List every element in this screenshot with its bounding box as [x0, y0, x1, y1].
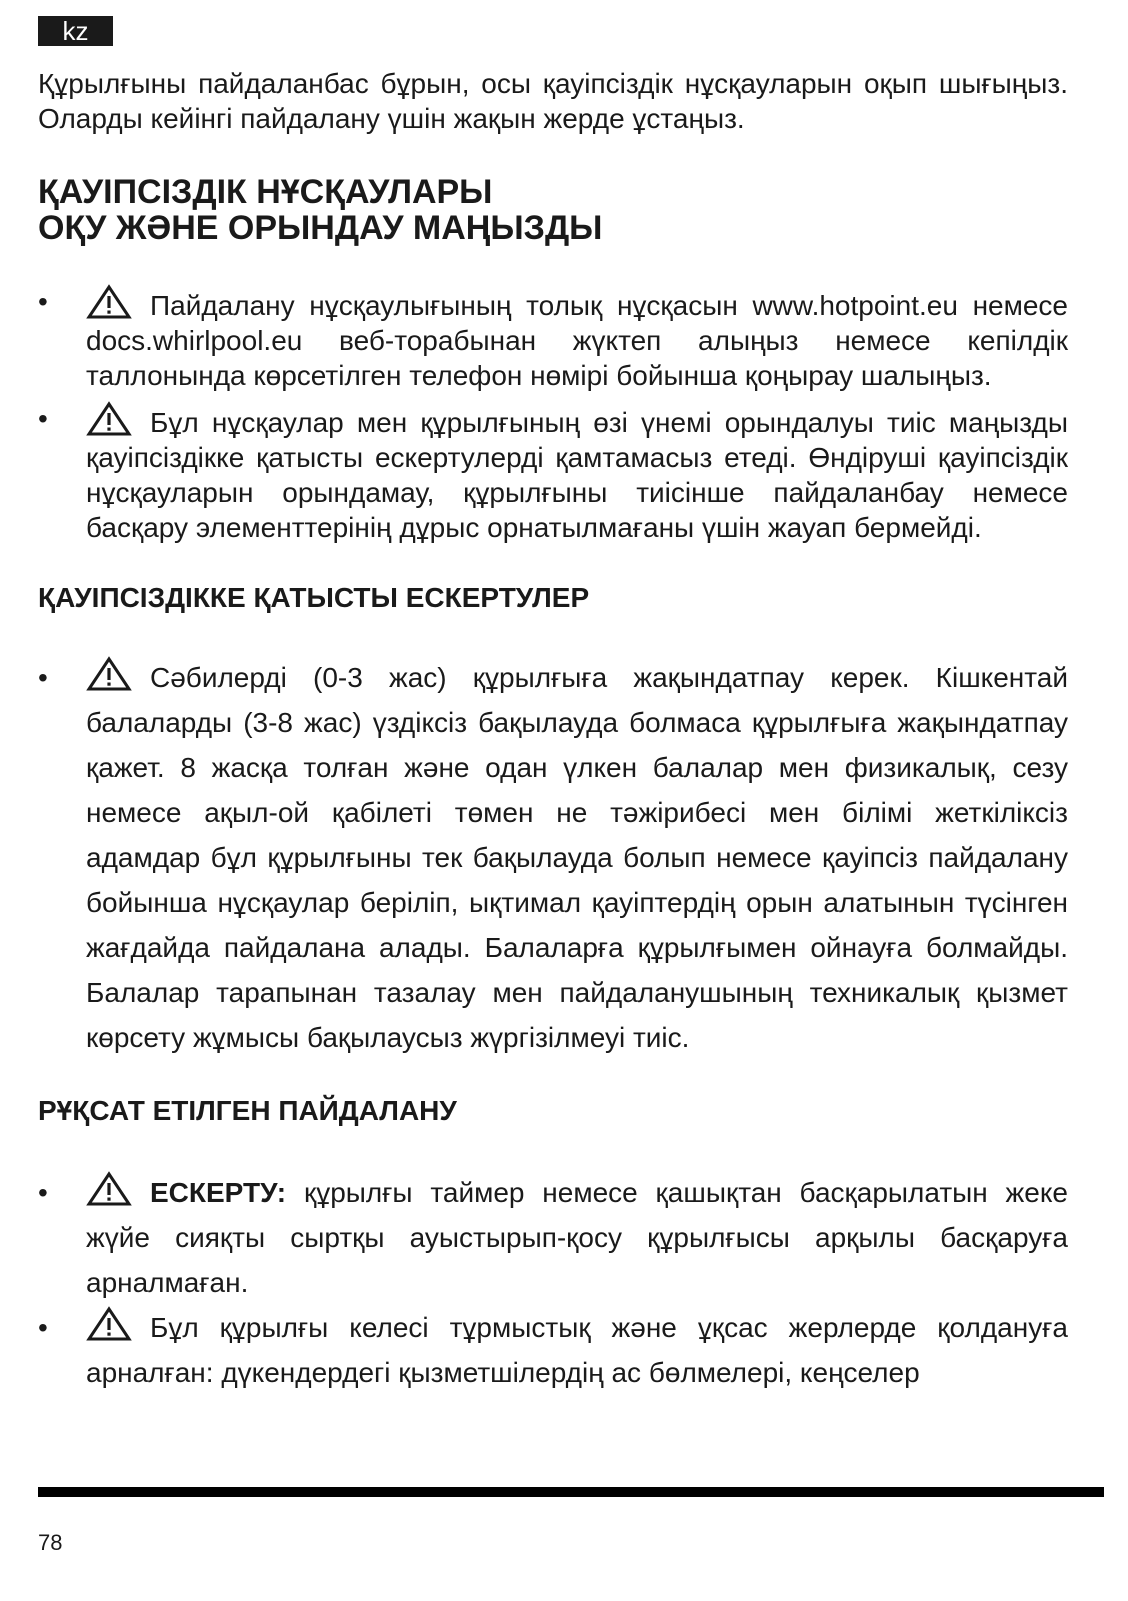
intro-bullet-list [38, 284, 1068, 545]
warning-triangle-icon [86, 1306, 132, 1342]
main-title-line-2: ОҚУ ЖӘНЕ ОРЫНДАУ МАҢЫЗДЫ [38, 209, 603, 247]
safety-bullet-list [38, 655, 1068, 1060]
list-item [38, 401, 1068, 545]
warning-triangle-icon [86, 1171, 132, 1207]
language-tag: kz [38, 16, 113, 46]
permitted-use-bullet-list [38, 1170, 1068, 1395]
bullet-text: Бұл құрылғы келесі тұрмыстық және ұқсас жерлерде қолдануға арналған: дүкендердегі қызметшілердің ас бөлмелері, кеңселер [86, 1312, 1068, 1388]
bullet-text: құрылғы таймер немесе қашықтан басқарылатын жеке жүйе сияқты сыртқы ауыстырып-қосу құрылғысы арқылы басқаруға арналмаған. [86, 1177, 1068, 1298]
list-item [38, 1170, 1068, 1305]
bullet-text: Бұл нұсқаулар мен құрылғының өзі үнемі орындалуы тиіс маңызды қауіпсіздікке қатысты ескертулерді қамтамасыз етеді. Өндіруші қауіпсіздік нұсқауларын орындамау, құрылғыны тиісінше пайдаланбау немесе басқару элементтерінің дұрыс орнатылмағаны үшін жауап бермейді. [86, 407, 1068, 543]
bullet-text: Пайдалану нұсқаулығының толық нұсқасын www.hotpoint.eu немесе docs.whirlpool.eu веб-торабынан жүктеп алыңыз немесе кепілдік таллонында көрсетілген телефон нөмірі бойынша қоңырау шалыңыз. [86, 290, 1068, 391]
bullet-text: Сәбилерді (0-3 жас) құрылғыға жақындатпау керек. Кішкентай балаларды (3-8 жас) үздіксіз бақылауда болмаса құрылғыға жақындатпау қажет. 8 жасқа толған және одан үлкен балалар мен физикалық, сезу немесе ақыл-ой қабілеті төмен не тәжірибесі мен білімі жеткіліксіз адамдар бұл құрылғыны тек бақылауда болып немесе қауіпсіз пайдалану бойынша нұсқаулар беріліп, ықтимал қауіптердің орын алатынын түсінген жағдайда пайдалана алады. Балаларға құрылғымен ойнауға болмайды. Балалар тарапынан тазалау мен пайдаланушының техникалық қызмет көрсету жұмысы бақылаусыз жүргізілмеуі тиіс. [86, 662, 1068, 1053]
list-item [38, 284, 1068, 393]
list-item [38, 655, 1068, 1060]
warning-triangle-icon [86, 284, 132, 320]
bullet-dot: • [38, 1312, 48, 1343]
footer-divider [38, 1487, 1104, 1497]
section-title-permitted-use: РҰҚСАТ ЕТІЛГЕН ПАЙДАЛАНУ [38, 1095, 457, 1126]
list-item [38, 1305, 1068, 1395]
intro-paragraph: Құрылғыны пайдаланбас бұрын, осы қауіпсіздік нұсқауларын оқып шығыңыз. Оларды кейінгі пайдалану үшін жақын жерде ұстаңыз. [38, 68, 1068, 134]
section-title-safety-warnings: ҚАУІПСІЗДІККЕ ҚАТЫСТЫ ЕСКЕРТУЛЕР [38, 582, 590, 613]
warning-triangle-icon [86, 656, 132, 692]
bullet-dot: • [38, 403, 48, 434]
main-title [38, 174, 1068, 246]
warning-label: ЕСКЕРТУ: [150, 1177, 287, 1208]
bullet-dot: • [38, 662, 48, 693]
bullet-dot: • [38, 286, 48, 317]
main-title-line-1: ҚАУІПСІЗДІК НҰСҚАУЛАРЫ [38, 173, 493, 211]
warning-triangle-icon [86, 401, 132, 437]
page-content [38, 66, 1068, 1395]
bullet-dot: • [38, 1177, 48, 1208]
page-number: 78 [38, 1530, 63, 1555]
